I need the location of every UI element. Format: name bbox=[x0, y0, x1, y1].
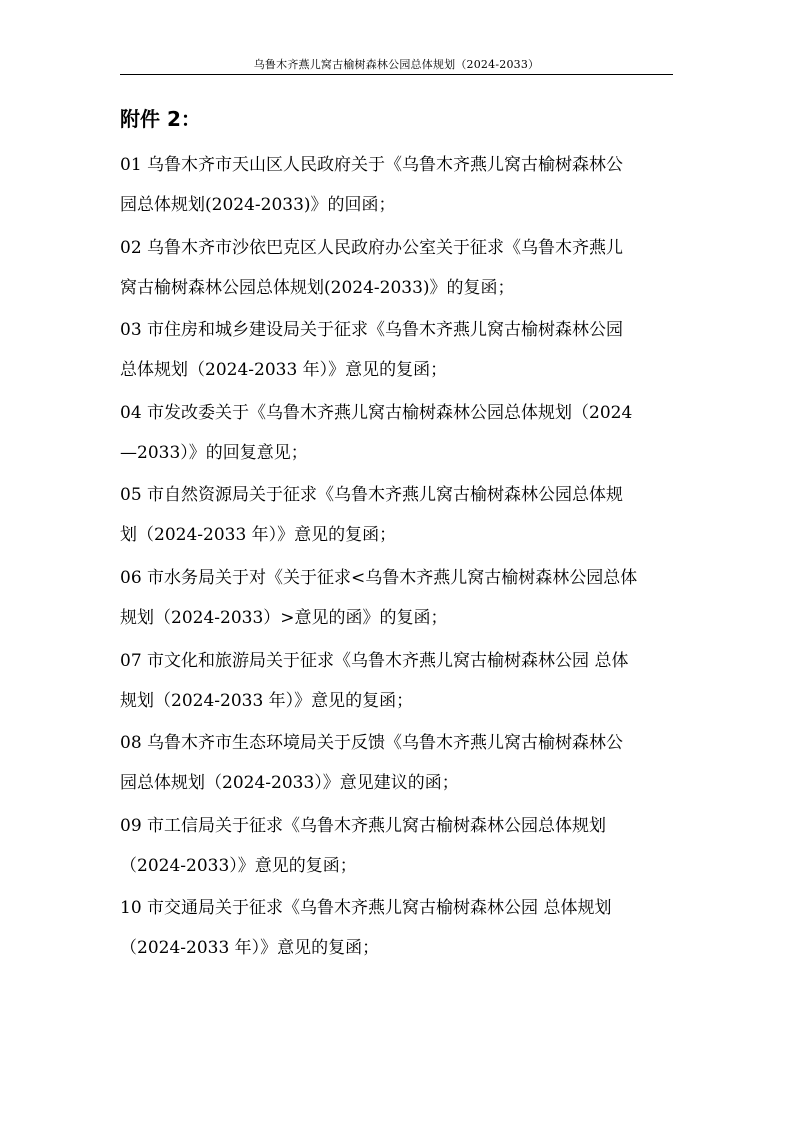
list-item bbox=[120, 228, 680, 311]
attachment-heading: 附件 2： bbox=[120, 107, 201, 131]
list-item-line: 07 市文化和旅游局关于征求《乌鲁木齐燕儿窝古榆树森林公园 总体 bbox=[120, 650, 629, 671]
list-item bbox=[120, 641, 680, 724]
list-item-line: 05 市自然资源局关于征求《乌鲁木齐燕儿窝古榆树森林公园总体规 bbox=[120, 485, 624, 506]
list-item-line: 窝古榆树森林公园总体规划(2024-2033)》的复函； bbox=[120, 277, 515, 298]
list-item bbox=[120, 806, 680, 889]
list-item-line: —2033）》的回复意见； bbox=[120, 442, 308, 463]
running-header-title: 乌鲁木齐燕儿窝古榆树森林公园总体规划（2024-2033） bbox=[253, 58, 540, 71]
list-item-line: 10 市交通局关于征求《乌鲁木齐燕儿窝古榆树森林公园 总体规划 bbox=[120, 898, 612, 919]
list-item bbox=[120, 888, 680, 971]
list-item-line: 03 市住房和城乡建设局关于征求《乌鲁木齐燕儿窝古榆树森林公园 bbox=[120, 320, 624, 341]
list-item-line: （2024-2033 年）》意见的复函； bbox=[120, 938, 380, 959]
list-item bbox=[120, 558, 680, 641]
list-item-line: 规划（2024-2033）>意见的函》的复函； bbox=[120, 607, 448, 628]
attachment-list bbox=[120, 145, 680, 971]
list-item-line: 09 市工信局关于征求《乌鲁木齐燕儿窝古榆树森林公园总体规划 bbox=[120, 815, 607, 836]
header-divider bbox=[120, 74, 673, 75]
list-item-line: 总体规划（2024-2033 年）》意见的复函； bbox=[120, 360, 448, 381]
list-item-line: 规划（2024-2033 年）》意见的复函； bbox=[120, 690, 414, 711]
list-item-line: 01 乌鲁木齐市天山区人民政府关于《乌鲁木齐燕儿窝古榆树森林公 bbox=[120, 155, 624, 175]
list-item bbox=[120, 145, 680, 228]
list-item-line: 08 乌鲁木齐市生态环境局关于反馈《乌鲁木齐燕儿窝古榆树森林公 bbox=[120, 733, 624, 754]
list-item bbox=[120, 723, 680, 806]
list-item-line: 04 市发改委关于《乌鲁木齐燕儿窝古榆树森林公园总体规划（2024 bbox=[120, 402, 633, 423]
list-item-line: 园总体规划（2024-2033）》意见建议的函； bbox=[120, 773, 459, 794]
list-item-line: 划（2024-2033 年）》意见的复函； bbox=[120, 525, 397, 546]
list-item-line: 06 市水务局关于对《关于征求<乌鲁木齐燕儿窝古榆树森林公园总体 bbox=[120, 567, 638, 588]
list-item-line: 园总体规划(2024-2033)》的回函； bbox=[120, 195, 396, 215]
list-item-line: 02 乌鲁木齐市沙依巴克区人民政府办公室关于征求《乌鲁木齐燕儿 bbox=[120, 237, 624, 258]
list-item bbox=[120, 310, 680, 393]
list-item-line: （2024-2033）》意见的复函； bbox=[120, 855, 357, 876]
list-item bbox=[120, 475, 680, 558]
list-item bbox=[120, 393, 680, 476]
